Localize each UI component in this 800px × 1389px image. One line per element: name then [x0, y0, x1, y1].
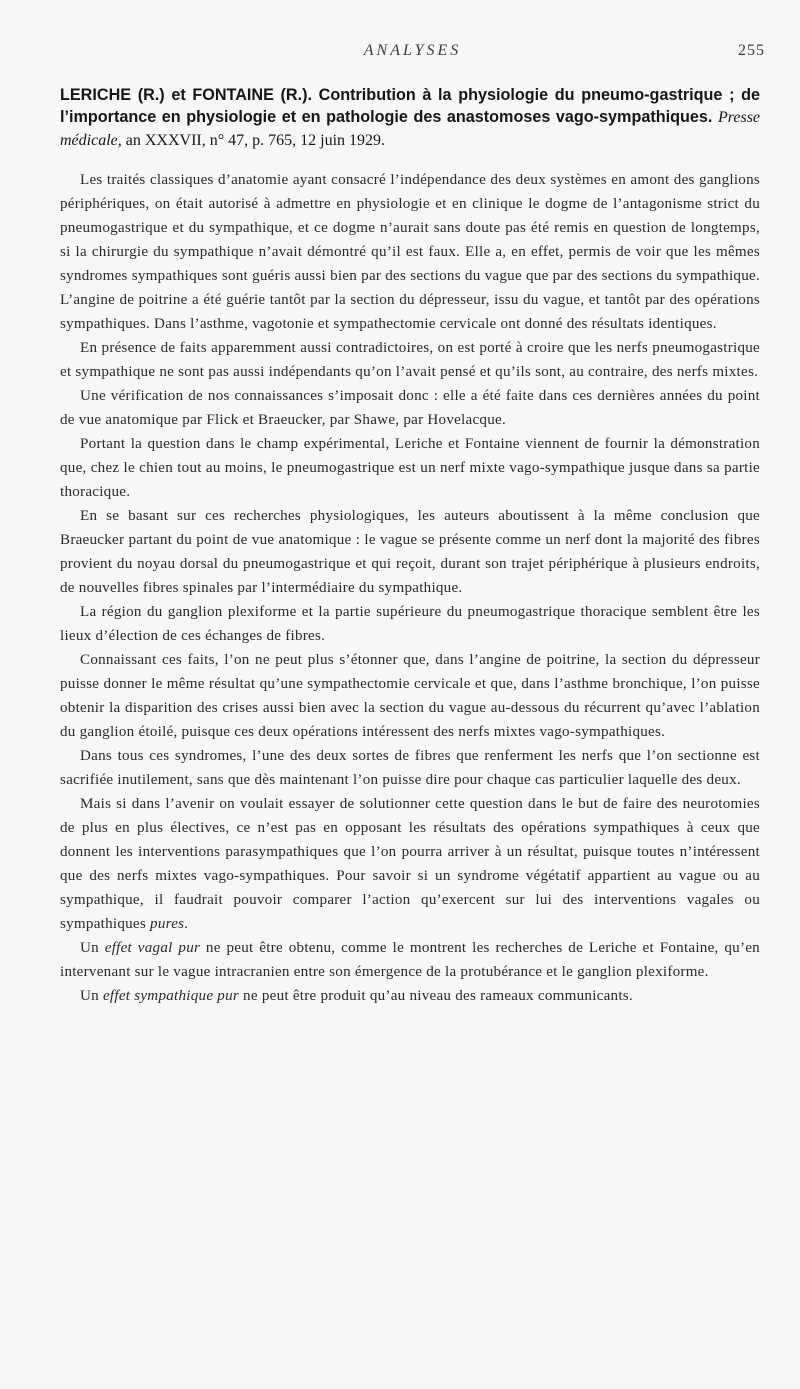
paragraph: Connaissant ces faits, l’on ne peut plus s’étonner que, dans l’angine de poitrine, la section du dépresseur puisse donner le même résultat qu’une sympathectomie cervicale et que, dans l’asthme bronchique, l’on puisse obtenir la disparition des crises aussi bien avec la section du vague au-dessous du récurrent qu’avec l’ablation du ganglion étoilé, puisque ces deux opérations intéressent des nerfs mixtes vago-sympathiques.: [60, 652, 760, 740]
paragraph: [60, 984, 760, 1008]
emphasized-text: effet sympathique pur: [102, 988, 240, 1004]
article-entry-heading: [60, 84, 760, 152]
journal-name: Presse médicale,: [60, 109, 761, 149]
paragraph-text: ne peut être produit qu’au niveau des rameaux communicants.: [239, 988, 633, 1004]
page-number: 255: [738, 42, 765, 59]
paragraph-text: .: [184, 916, 189, 932]
paragraph-text: Un: [80, 940, 105, 956]
paragraph: Une vérification de nos connaissances s’imposait donc : elle a été faite dans ces dernières années du point de vue anatomique par Flick et Braeucker, par Shawe, par Hovelacque.: [60, 388, 760, 428]
running-header: [60, 42, 765, 66]
authors-and-title: LERICHE (R.) et FONTAINE (R.). Contribution à la physiologie du pneumo-gastrique ; de l’importance en physiologie et en pathologie des anastomoses vago-sympathiques.: [60, 86, 760, 126]
paragraph-text: Un: [80, 988, 103, 1004]
paragraph: Dans tous ces syndromes, l’une des deux sortes de fibres que renferment les nerfs que l’on sectionne est sacrifiée inutilement, sans que dès maintenant l’on puisse dire pour chaque cas particulier laquelle des deux.: [60, 748, 760, 788]
citation-details: an XXXVII, n° 47, p. 765, 12 juin 1929.: [125, 132, 386, 149]
paragraph-text: ne peut être obtenu, comme le montrent les recherches de Leriche et Fontaine, qu’en intervenant sur le vague intracranien entre son émergence de la protubérance et le ganglion plexiforme.: [60, 940, 760, 980]
paragraph: En se basant sur ces recherches physiologiques, les auteurs aboutissent à la même conclusion que Braeucker partant du point de vue anatomique : le vague se présente comme un nerf dont la majorité des fibres provient du noyau dorsal du pneumogastrique et qui reçoit, durant son trajet périphérique à plusieurs endroits, de nouvelles fibres spinales par l’intermédiaire du sympathique.: [60, 508, 760, 596]
running-title: ANALYSES: [363, 42, 462, 59]
paragraph-text: Mais si dans l’avenir on voulait essayer de solutionner cette question dans le but de faire des neurotomies de plus en plus électives, ce n’est pas en opposant les résultats des opérations sympathiques à ceux que donnent les interventions parasympathiques que l’on pourra arriver à un résultat, puisque toutes n’intéressent que des nerfs mixtes vago-sympathiques. Pour savoir si un syndrome végétatif appartient au vague ou au sympathique, il faudrait pouvoir comparer l’action qu’exercent sur lui des interventions vagales ou sympathiques: [60, 796, 760, 932]
paragraph: Portant la question dans le champ expérimental, Leriche et Fontaine viennent de fournir la démonstration que, chez le chien tout au moins, le pneumogastrique est un nerf mixte vago-sympathique jusque dans sa partie thoracique.: [60, 436, 760, 500]
paragraph: Les traités classiques d’anatomie ayant consacré l’indépendance des deux systèmes en amont des ganglions périphériques, on était autorisé à admettre en physiologie et en clinique le dogme de l’antagonisme strict du pneumogastrique et du sympathique, et ce dogme n’aurait sans doute pas été remis en question de longtemps, si la chirurgie du sympathique n’avait démontré qu’il est faux. Elle a, en effet, permis de voir que les mêmes syndromes sympathiques sont guéris aussi bien par des sections du vague que par des sections du sympathique. L’angine de poitrine a été guérie tantôt par la section du dépresseur, issu du vague, et tantôt par des opérations sympathiques. Dans l’asthme, vagotonie et sympathectomie cervicale ont donné des résultats identiques.: [60, 172, 760, 332]
emphasized-text: effet vagal pur: [104, 940, 201, 956]
paragraph: [60, 792, 760, 936]
article-body: [60, 168, 760, 1008]
paragraph: [60, 936, 760, 984]
paragraph: La région du ganglion plexiforme et la partie supérieure du pneumogastrique thoracique semblent être les lieux d’élection de ces échanges de fibres.: [60, 604, 760, 644]
emphasized-text: pures: [150, 916, 185, 932]
paragraph: En présence de faits apparemment aussi contradictoires, on est porté à croire que les nerfs pneumogastrique et sympathique ne sont pas aussi indépendants qu’on l’avait pensé et qu’ils sont, au contraire, des nerfs mixtes.: [60, 340, 760, 380]
